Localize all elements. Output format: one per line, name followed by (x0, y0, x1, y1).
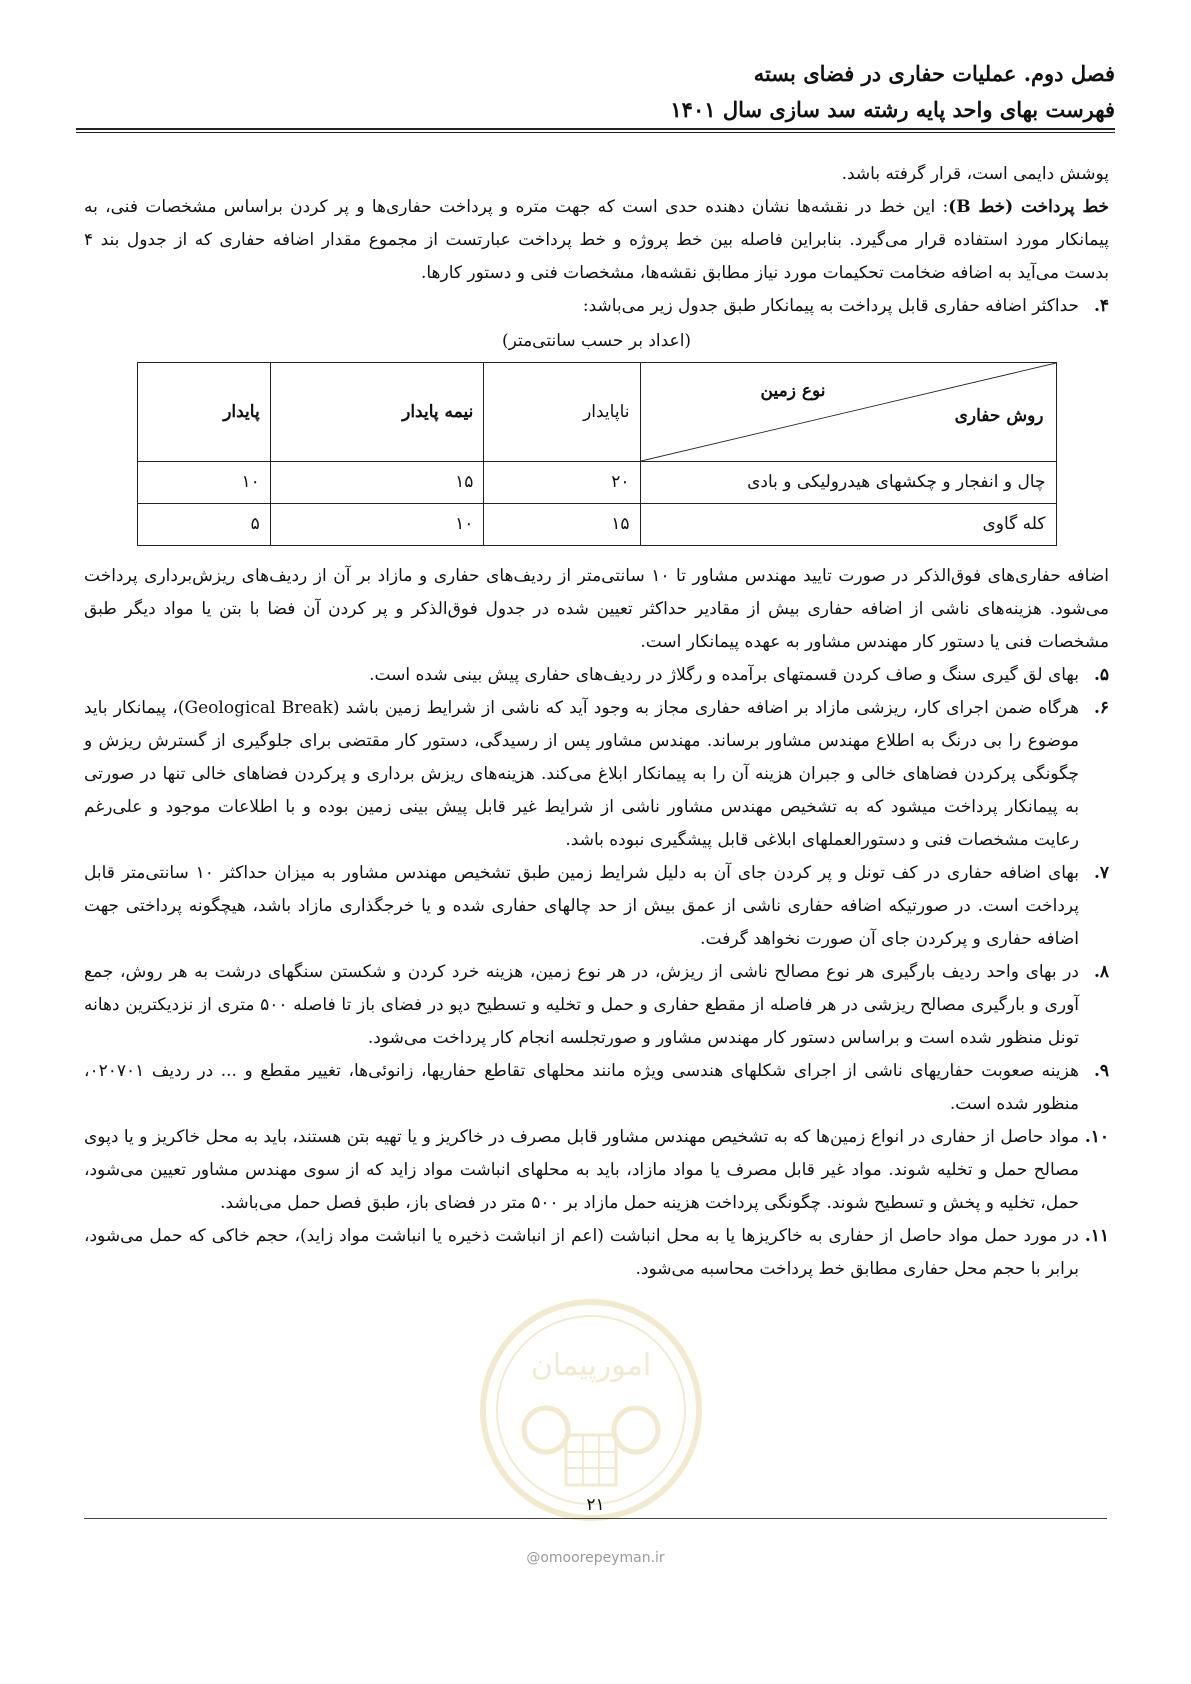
document-title: فهرست بهای واحد پایه رشته سد سازی سال ۱۴۰۱ (670, 97, 1115, 122)
footer-rule (84, 1518, 1107, 1519)
item-text: بهای اضافه حفاری در کف تونل و پر کردن جای آن به دلیل شرایط زمین طبق تشخیص مهندس مشاور به میزان حداکثر ۱۰ سانتی‌متر قابل پرداخت است. در صورتیکه اضافه حفاری ناشی از عمق بیش از حد چالهای حفاری شده و یا خرجگذاری مازاد باشد، هیچگونه پرداختی جهت اضافه حفاری و پرکردن جای آن صورت نخواهد گرفت. (84, 863, 1080, 949)
payment-line-term: خط پرداخت (خط B) (948, 197, 1110, 217)
page-number: ۲۱ (586, 1495, 605, 1515)
item-number: ۹. (1093, 1061, 1109, 1081)
cell-stable: ۵ (137, 504, 270, 546)
item-text: در بهای واحد ردیف بارگیری هر نوع مصالح ناشی از ریزش، در هر نوع زمین، هزینه خرد کردن و شکستن سنگهای درشت به هر روش، جمع آوری و بارگیری مصالح ریزشی در هر فاصله از مقطع حفاری و حمل و تخلیه و تسطیح دپو در فضای باز تا فاصله ۵۰۰ متری از نزدیکترین دهانه تونل منظور شده است و براساس دستور کار مهندس مشاور و صورتجلسه انجام کار پرداخت می‌شود. (84, 962, 1080, 1048)
item-number: ۸. (1093, 962, 1109, 982)
list-item-10 (84, 1121, 1109, 1220)
payment-line-text: : این خط در نقشه‌ها نشان دهنده حدی است که جهت متره و پرداخت حفاری‌ها و پر کردن براساس مشخصات فنی، به پیمانکار مورد استفاده قرار می‌گیرد. بنابراین فاصله بین خط پروژه و خط پرداخت عبارتست از مجموع مقدار اضافه حفاری که از جدول بند ۴ بدست می‌آید به اضافه ضخامت تحکیمات مورد نیاز مطابق نقشه‌ها، مشخصات فنی و دستور کارها. (84, 197, 1109, 283)
item-number: ۱۱. (1084, 1226, 1109, 1246)
item-number: ۶. (1093, 698, 1109, 718)
list-item-11 (84, 1220, 1109, 1286)
item-text: بهای لق گیری سنگ و صاف کردن قسمتهای برآمده و رگلاژ در ردیف‌های حفاری پیش بینی شده است. (369, 665, 1079, 685)
cell-semi-stable: ۱۵ (270, 462, 484, 504)
item-text: هزینه صعوبت حفاریهای ناشی از اجرای شکلهای هندسی ویژه مانند محلهای تقاطع حفاریها، زانوئی‌ها، تغییر مقطع و ... در ردیف ۰۲۰۷۰۱، منظور شده است. (84, 1061, 1079, 1114)
page-content (84, 158, 1109, 1286)
col-header-semi-stable: نیمه پایدار (270, 363, 484, 462)
col-header-unstable: ناپایدار (484, 363, 640, 462)
overbreak-table (137, 362, 1057, 546)
ground-type-label: نوع زمین (760, 381, 826, 401)
watermark-text: امورپیمان (530, 1348, 652, 1383)
list-item-8 (84, 956, 1109, 1055)
cell-semi-stable: ۱۰ (270, 504, 484, 546)
list-item-7 (84, 857, 1109, 956)
chapter-title: فصل دوم. عملیات حفاری در فضای بسته (753, 61, 1115, 86)
table-caption: (اعداد بر حسب سانتی‌متر) (501, 331, 692, 351)
intro-paragraph: پوشش دایمی است، قرار گرفته باشد. (841, 164, 1109, 184)
list-item-6 (84, 692, 1109, 857)
row-label: کله گاوی (640, 504, 1056, 546)
cell-unstable: ۱۵ (484, 504, 640, 546)
item-number: ۴. (1093, 296, 1109, 316)
item-text: حداکثر اضافه حفاری قابل پرداخت به پیمانکار طبق جدول زیر می‌باشد: (582, 296, 1079, 316)
diagonal-header-cell (640, 363, 1056, 462)
header-rule-thin (76, 132, 1115, 133)
cell-unstable: ۲۰ (484, 462, 640, 504)
item-text: در مورد حمل مواد حاصل از حفاری به خاکریزها یا به محل انباشت (اعم از انباشت ذخیره یا انباشت مواد زاید)، حجم خاکی که حمل می‌شود، برابر با حجم محل حفاری مطابق خط پرداخت محاسبه می‌شود. (84, 1226, 1079, 1279)
excavation-method-label: روش حفاری (954, 406, 1044, 426)
table-header-row (137, 363, 1056, 462)
item-number: ۷. (1093, 863, 1109, 883)
item-number: ۱۰. (1084, 1127, 1109, 1147)
table-row (137, 504, 1056, 546)
row-label: چال و انفجار و چکشهای هیدرولیکی و بادی (640, 462, 1056, 504)
col-header-stable: پایدار (137, 363, 270, 462)
header-rule-thick (76, 128, 1115, 130)
cell-stable: ۱۰ (137, 462, 270, 504)
watermark-logo (476, 1295, 706, 1525)
page-header (76, 56, 1115, 128)
item-text: مواد حاصل از حفاری در انواع زمین‌ها که به تشخیص مهندس مشاور قابل مصرف در خاکریز و یا تهیه بتن هستند، باید به محل خاکریز و یا دپوی مصالح حمل و تخلیه شوند. مواد غیر قابل مصرف یا مواد مازاد، باید به محلهای انباشت مواد زاید که از سوی مهندس مشاور تعیین می‌شود، حمل، تخلیه و پخش و تسطیح شوند. چگونگی پرداخت هزینه حمل مازاد بر ۵۰۰ متر در فضای باز، طبق فصل حمل می‌باشد. (84, 1127, 1079, 1213)
list-item-4 (84, 290, 1109, 323)
item-text: هرگاه ضمن اجرای کار، ریزشی مازاد بر اضافه حفاری مجاز به وجود آید که ناشی از شرایط زمین باشد (Geological Break)، پیمانکار باید موضوع را بی درنگ به اطلاع مهندس مشاور برساند. مهندس مشاور پس از رسیدگی، دستور کار مقتضی برای جلوگیری از گسترش ریزش و چگونگی پرکردن فضاهای خالی و جبران هزینه آن را به پیمانکار ابلاغ می‌کند. هزینه‌های ریزش برداری و پرکردن فضاهای خالی تنها در صورتی به پیمانکار پرداخت میشود که به تشخیص مهندس مشاور ناشی از شرایط غیر قابل پیش بینی زمین بوده و با اطلاعات موجود و علی‌رغم رعایت مشخصات فنی و دستورالعملهای ابلاغی قابل پیشگیری نبوده باشد. (84, 698, 1079, 850)
list-item-5 (84, 659, 1109, 692)
payment-line-paragraph (84, 191, 1109, 290)
table-row (137, 462, 1056, 504)
site-watermark: @omoorepeyman.ir (526, 1550, 665, 1566)
after-table-paragraph: اضافه حفاری‌های فوق‌الذکر در صورت تایید مهندس مشاور تا ۱۰ سانتی‌متر از ردیف‌های حفاری و مازاد بر آن از ردیف‌های ریزش‌برداری پرداخت می‌شود. هزینه‌های ناشی از اضافه حفاری بیش از مقادیر حداکثر تعیین شده در جدول فوق‌الذکر و پر کردن آن فضا با بتن یا مواد دیگر طبق مشخصات فنی یا دستور کار مهندس مشاور به عهده پیمانکار است. (84, 566, 1109, 652)
item-number: ۵. (1093, 665, 1109, 685)
list-item-9 (84, 1055, 1109, 1121)
